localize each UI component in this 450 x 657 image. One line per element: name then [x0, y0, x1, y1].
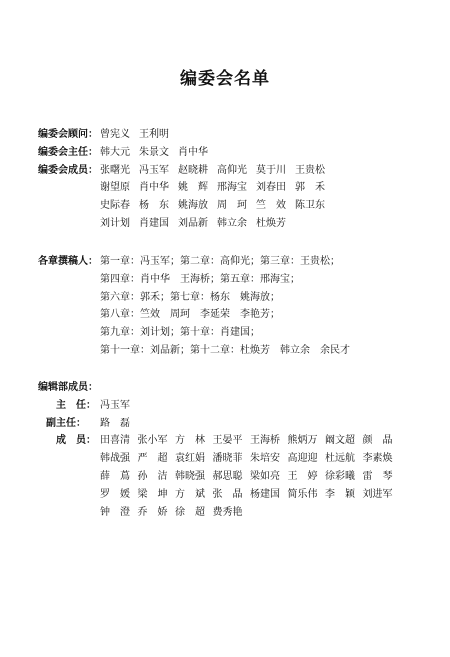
authors-line: 第十一章：刘品新；第十二章：杜焕芳 韩立余 余民才 [100, 344, 350, 356]
member-name: 袁红娟 [175, 453, 205, 465]
authors-row [38, 324, 433, 342]
name: 韩立余 [217, 217, 247, 229]
member-name: 严 超 [137, 453, 168, 465]
member-name: 高迎迎 [287, 453, 318, 465]
committee-row [38, 215, 433, 233]
authors-line: 第四章：肖中华 王海桥；第五章：邢海宝； [100, 273, 300, 285]
member-name: 李 颖 [325, 488, 355, 500]
name: 郭 禾 [295, 182, 325, 194]
editorial-section [38, 379, 433, 521]
member-name: 方 斌 [175, 488, 205, 500]
name: 杨 东 [139, 200, 169, 212]
name: 刘品新 [178, 217, 208, 229]
member-name: 刘进军 [362, 488, 393, 500]
member-name: 田喜清 [100, 435, 130, 447]
member-name: 乔 娇 [137, 506, 168, 518]
committee-names-row-2 [100, 179, 334, 197]
name: 杜焕芳 [256, 217, 286, 229]
member-name: 颜 晶 [362, 435, 393, 447]
director-name: 冯玉军 [100, 399, 130, 411]
name: 王贵松 [295, 164, 325, 176]
member-name: 方 林 [175, 435, 205, 447]
member-name: 韩战强 [100, 453, 130, 465]
authors-row [38, 271, 433, 289]
deputy-name: 路 磊 [100, 417, 130, 429]
member-name: 王晏平 [212, 435, 243, 447]
name: 竺 效 [256, 200, 286, 212]
authors-row [38, 342, 433, 360]
member-name: 郝思聪 [212, 470, 243, 482]
member-name: 雷 琴 [362, 470, 393, 482]
member-name: 钟 澄 [100, 506, 130, 518]
member-name: 韩晓强 [175, 470, 205, 482]
editorial-members-row [38, 432, 433, 450]
name: 姚 辉 [178, 182, 208, 194]
members-row-4 [100, 486, 400, 504]
editorial-director-row [38, 397, 433, 415]
authors-line: 第一章：冯玉军；第二章：高仰光；第三章：王贵松； [100, 256, 340, 267]
committee-names-row-1 [100, 162, 334, 180]
name: 史际春 [100, 200, 130, 212]
members-label: 成 员： [56, 435, 96, 447]
name: 姚海放 [178, 200, 208, 212]
members-row-1 [100, 432, 400, 450]
deputy-label: 副主任： [46, 417, 86, 429]
name: 陈卫东 [295, 200, 325, 212]
name: 王利明 [139, 129, 169, 140]
member-name: 王海桥 [250, 435, 280, 447]
name: 赵晓耕 [178, 164, 208, 176]
member-name: 梁如亮 [250, 470, 280, 482]
name: 邢海宝 [217, 182, 247, 194]
authors-section [38, 253, 433, 360]
committee-row [38, 197, 433, 215]
member-name: 张 晶 [212, 488, 243, 500]
member-name: 费秀艳 [212, 506, 243, 518]
committee-label: 编委会成员： [38, 164, 98, 176]
name: 张曙光 [100, 164, 130, 176]
name: 莫于川 [256, 164, 286, 176]
director-label: 主 任： [56, 399, 96, 411]
authors-label: 各章撰稿人： [38, 256, 98, 267]
name: 肖建国 [139, 217, 169, 229]
page-title: 编委会名单 [180, 69, 270, 89]
authors-line: 第六章：郭禾；第七章：杨东 姚海放； [100, 291, 280, 303]
advisors-label: 编委会顾问： [38, 129, 98, 140]
committee-names-row-3 [100, 197, 334, 215]
editorial-label: 编辑部成员： [38, 382, 98, 393]
authors-line: 第九章：刘计划；第十章：肖建国； [100, 327, 260, 339]
directors-names [100, 144, 217, 162]
authors-row [38, 253, 433, 271]
editorial-deputy-row [38, 415, 433, 433]
directors-label: 编委会主任： [38, 146, 98, 158]
member-name: 阚文超 [325, 435, 355, 447]
member-name: 薛 蔦 [100, 470, 130, 482]
member-name: 张小军 [137, 435, 168, 447]
members-row-2 [100, 450, 400, 468]
authors-row [38, 306, 433, 324]
editorial-members-row [38, 468, 433, 486]
editorial-members-row [38, 450, 433, 468]
committee-section [38, 126, 433, 233]
name: 肖中华 [178, 146, 208, 158]
member-name: 简乐伟 [287, 488, 318, 500]
member-name: 徐彩曦 [325, 470, 355, 482]
name: 谢望原 [100, 182, 130, 194]
editorial-members-row [38, 486, 433, 504]
member-name: 徐 超 [175, 506, 205, 518]
members-row-5 [100, 504, 250, 522]
member-name: 李素焕 [362, 453, 393, 465]
member-name: 杜远航 [325, 453, 355, 465]
member-name: 熊炳万 [287, 435, 318, 447]
committee-names-row-4 [100, 215, 295, 233]
member-name: 潘晓菲 [212, 453, 243, 465]
advisors-row [38, 126, 433, 144]
editorial-members-row [38, 504, 433, 522]
committee-row [38, 162, 433, 180]
committee-row [38, 179, 433, 197]
authors-line: 第八章：竺效 周珂 李延荣 李艳芳； [100, 309, 280, 321]
name: 朱景文 [139, 146, 169, 158]
member-name: 罗 媛 [100, 488, 130, 500]
name: 刘春田 [256, 182, 286, 194]
directors-row [38, 144, 433, 162]
member-name: 梁 坤 [137, 488, 168, 500]
name: 刘计划 [100, 217, 130, 229]
authors-row [38, 289, 433, 307]
name: 高仰光 [217, 164, 247, 176]
member-name: 朱培安 [250, 453, 280, 465]
name: 曾宪义 [100, 129, 130, 140]
member-name: 杨建国 [250, 488, 280, 500]
member-name: 孙 洁 [137, 470, 168, 482]
members-row-3 [100, 468, 400, 486]
name: 肖中华 [139, 182, 169, 194]
name: 周 珂 [217, 200, 247, 212]
advisors-names [100, 126, 178, 144]
editorial-header-row [38, 379, 433, 397]
name: 韩大元 [100, 146, 130, 158]
member-name: 王 婷 [287, 470, 318, 482]
name: 冯玉军 [139, 164, 169, 176]
